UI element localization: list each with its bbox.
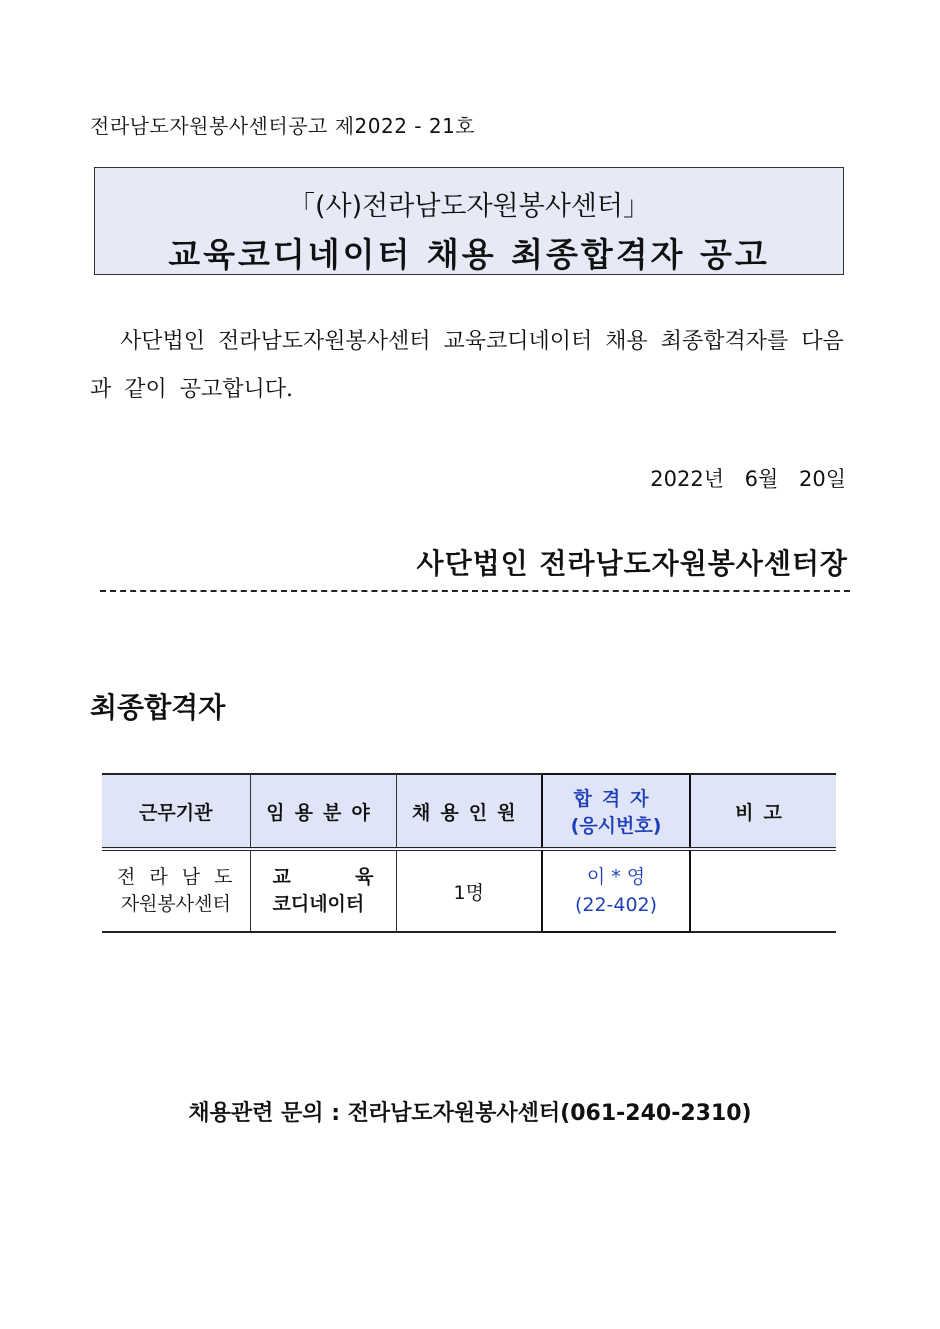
header-field-label: 임용분야 bbox=[266, 801, 380, 824]
header-organization bbox=[102, 774, 250, 849]
table-header-row bbox=[102, 774, 836, 849]
announcement-body: 사단법인 전라남도자원봉사센터 교육코디네이터 채용 최종합격자를 다음과 같이 공고합니다. bbox=[90, 329, 844, 402]
field-line2: 코디네이터 bbox=[272, 893, 365, 915]
cell-field bbox=[250, 849, 396, 932]
title-box bbox=[94, 167, 844, 275]
header-headcount bbox=[396, 774, 542, 849]
header-remarks-label: 비고 bbox=[735, 801, 792, 824]
headcount-value: 1명 bbox=[453, 881, 484, 904]
header-remarks bbox=[690, 774, 836, 849]
header-passer bbox=[542, 774, 690, 849]
notice-number: 전라남도자원봉사센터공고 제2022 - 21호 bbox=[90, 114, 476, 138]
cell-remarks bbox=[690, 849, 836, 932]
title-organization: 「(사)전라남도자원봉사센터」 bbox=[288, 191, 650, 222]
header-passer-sublabel: (응시번호) bbox=[570, 815, 662, 837]
cell-headcount bbox=[396, 849, 542, 932]
organization-line2: 자원봉사센터 bbox=[120, 893, 231, 915]
issuer-name: 사단법인 전라남도자원봉사센터장 bbox=[416, 547, 848, 580]
header-field bbox=[250, 774, 396, 849]
footer-contact: 채용관련 문의 : 전라남도자원봉사센터(061-240-2310) bbox=[188, 1101, 752, 1126]
passer-name: 이 * 영 bbox=[586, 866, 646, 888]
table-row bbox=[102, 849, 836, 932]
results-table bbox=[102, 773, 836, 933]
field-part2: 육 bbox=[355, 866, 374, 888]
field-line1 bbox=[251, 864, 396, 891]
cell-organization bbox=[102, 849, 250, 932]
passer-number: (22-402) bbox=[574, 894, 658, 916]
field-part1: 교 bbox=[272, 866, 291, 888]
organization-line1: 전라남도 bbox=[117, 866, 247, 888]
dashed-divider bbox=[100, 590, 850, 594]
cell-passer bbox=[542, 849, 690, 932]
header-headcount-label: 채용인원 bbox=[412, 801, 526, 824]
page-title: 교육코디네이터 채용 최종합격자 공고 bbox=[168, 235, 770, 274]
section-heading: 최종합격자 bbox=[90, 691, 226, 724]
header-organization-label: 근무기관 bbox=[139, 801, 213, 824]
announcement-date: 2022년 6월 20일 bbox=[650, 467, 846, 491]
header-passer-label: 합격자 bbox=[573, 788, 659, 810]
